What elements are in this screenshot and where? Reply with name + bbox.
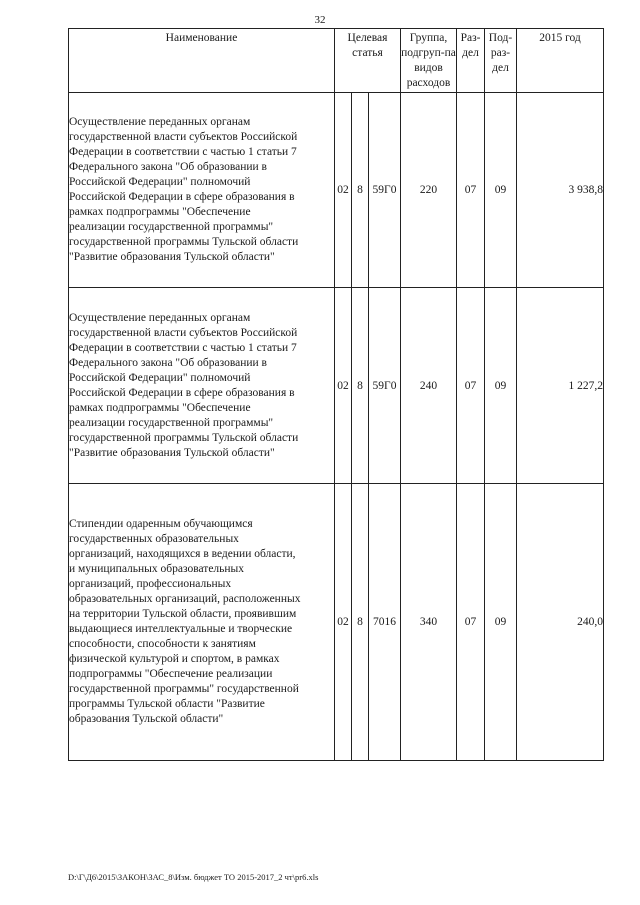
row-amount: 3 938,8 (517, 93, 604, 288)
row-target-subprogram: 8 (352, 288, 369, 484)
table-row (69, 484, 604, 761)
row-target-direction: 59Г0 (369, 288, 401, 484)
row-target-subprogram: 8 (352, 484, 369, 761)
table-row (69, 288, 604, 484)
row-subsection: 09 (485, 484, 517, 761)
row-name: Осуществление переданных органам государственной власти субъектов Российской Федерации в соответствии с частью 1 статьи 7 Федерального закона "Об образовании в Российской Федерации" полномочий Российской Федерации в сфере образования в рамках подпрограммы "Обеспечение реализации государственной программы" государственной программы Тульской области "Развитие образования Тульской области" (69, 93, 335, 288)
row-expense-group: 220 (401, 93, 457, 288)
header-expense-group: Группа, подгруп-па видов расходов (401, 29, 457, 93)
budget-table (68, 28, 604, 761)
header-subsection: Под-раз-дел (485, 29, 517, 93)
row-section: 07 (457, 93, 485, 288)
row-section: 07 (457, 288, 485, 484)
row-subsection: 09 (485, 93, 517, 288)
row-amount: 1 227,2 (517, 288, 604, 484)
header-year: 2015 год (517, 29, 604, 93)
row-subsection: 09 (485, 288, 517, 484)
row-target-direction: 59Г0 (369, 93, 401, 288)
row-expense-group: 240 (401, 288, 457, 484)
header-section: Раз-дел (457, 29, 485, 93)
row-name: Стипендии одаренным обучающимся государственных образовательных организаций, находящихся в ведении области, и муниципальных образовательных организаций, профессиональных образовательных организаций, расположенных на территории Тульской области, проявившим выдающиеся интеллектуальные и творческие способности, способности к занятиям физической культурой и спортом, в рамках подпрограммы "Обеспечение реализации государственной программы" государственной программы Тульской области "Развитие образования Тульской области" (69, 484, 335, 761)
row-target-program: 02 (335, 93, 352, 288)
header-row (69, 29, 604, 93)
row-target-program: 02 (335, 484, 352, 761)
row-target-direction: 7016 (369, 484, 401, 761)
row-section: 07 (457, 484, 485, 761)
row-expense-group: 340 (401, 484, 457, 761)
page-number: 32 (314, 14, 326, 26)
header-name: Наименование (69, 29, 335, 93)
table-row (69, 93, 604, 288)
row-target-program: 02 (335, 288, 352, 484)
header-target-article: Целевая статья (335, 29, 401, 93)
footer-file-path: D:\Г\Д6\2015\ЗАКОН\ЗАС_8\Изм. бюджет ТО 2015-2017_2 чт\pr6.xls (68, 872, 319, 882)
row-target-subprogram: 8 (352, 93, 369, 288)
row-amount: 240,0 (517, 484, 604, 761)
row-name: Осуществление переданных органам государственной власти субъектов Российской Федерации в соответствии с частью 1 статьи 7 Федерального закона "Об образовании в Российской Федерации" полномочий Российской Федерации в сфере образования в рамках подпрограммы "Обеспечение реализации государственной программы" государственной программы Тульской области "Развитие образования Тульской области" (69, 288, 335, 484)
